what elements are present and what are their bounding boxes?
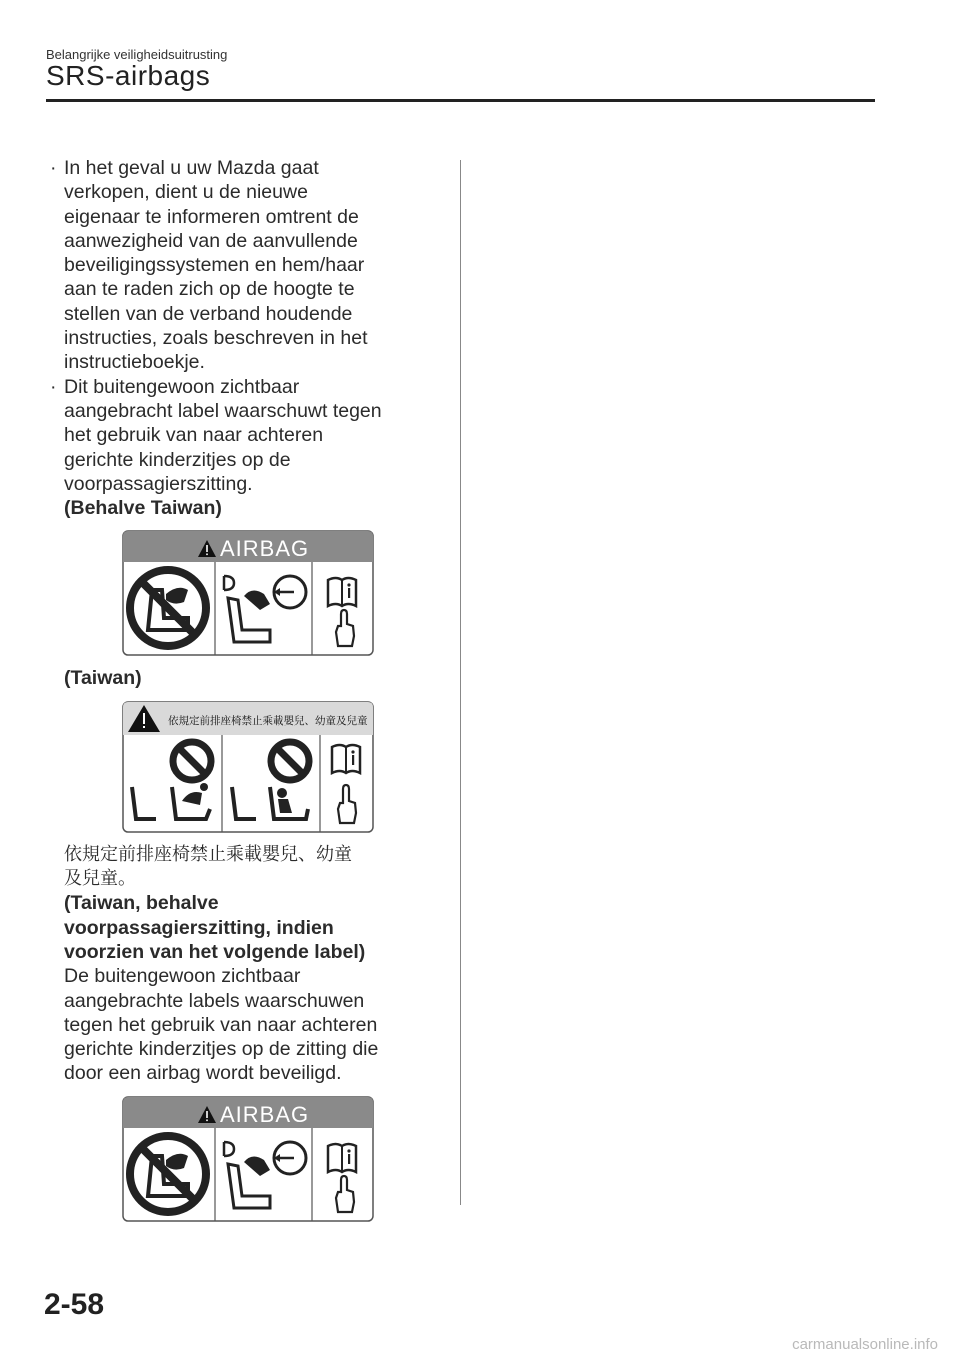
airbag-label-text: AIRBAG <box>220 1101 310 1127</box>
header-divider <box>46 99 875 102</box>
page-title: SRS-airbags <box>46 60 211 91</box>
left-column <box>46 156 456 1232</box>
no-child-seat-icon <box>130 1136 206 1212</box>
airbag-label-text: AIRBAG <box>220 536 310 562</box>
taiwan-warning-label <box>122 701 374 833</box>
paragraph-airbag-labels: De buitengewoon zichtbaar aangebrachte labels waarschuwen tegen het gebruik van naar achteren gerichte kinderzitjes op de zitting die door een airbag wordt beveiligd. <box>64 965 379 1085</box>
airbag-warning-label-2 <box>122 1096 374 1222</box>
no-child-seat-icon <box>130 570 206 646</box>
section-heading: Belangrijke veiligheidsuitrusting <box>46 47 228 62</box>
watermark: carmanualsonline.info <box>792 1336 938 1353</box>
page-number: 2-58 <box>44 1288 105 1321</box>
heading-except-taiwan: (Behalve Taiwan) <box>64 497 222 520</box>
chinese-warning-text: 依規定前排座椅禁止乘載嬰兒、幼童 及兒童。 <box>64 843 352 890</box>
bullet-sell-vehicle: · In het geval u uw Mazda gaat verkopen, dient u de nieuwe eigenaar te informeren omtrent de aanwezigheid van de aanvullende beveiligingssystemen en hem/haar aan te raden zich op de hoogte te stellen van de verband houdende instructies, zoals beschreven in het instructieboekje. <box>46 156 456 375</box>
column-divider <box>460 160 461 1205</box>
heading-taiwan: (Taiwan) <box>64 667 142 690</box>
taiwan-label-text: 依規定前排座椅禁止乘載嬰兒、幼童及兒童 <box>168 714 368 727</box>
bullet-warning-label: · Dit buitengewoon zichtbaar aangebracht label waarschuwt tegen het gebruik van naar achteren gerichte kinderzitjes op de voorpassagierszitting. <box>46 375 456 496</box>
airbag-warning-label <box>122 530 374 656</box>
heading-taiwan-except: (Taiwan, behalve voorpassagierszitting, indien voorzien van het volgende label) <box>64 892 366 963</box>
